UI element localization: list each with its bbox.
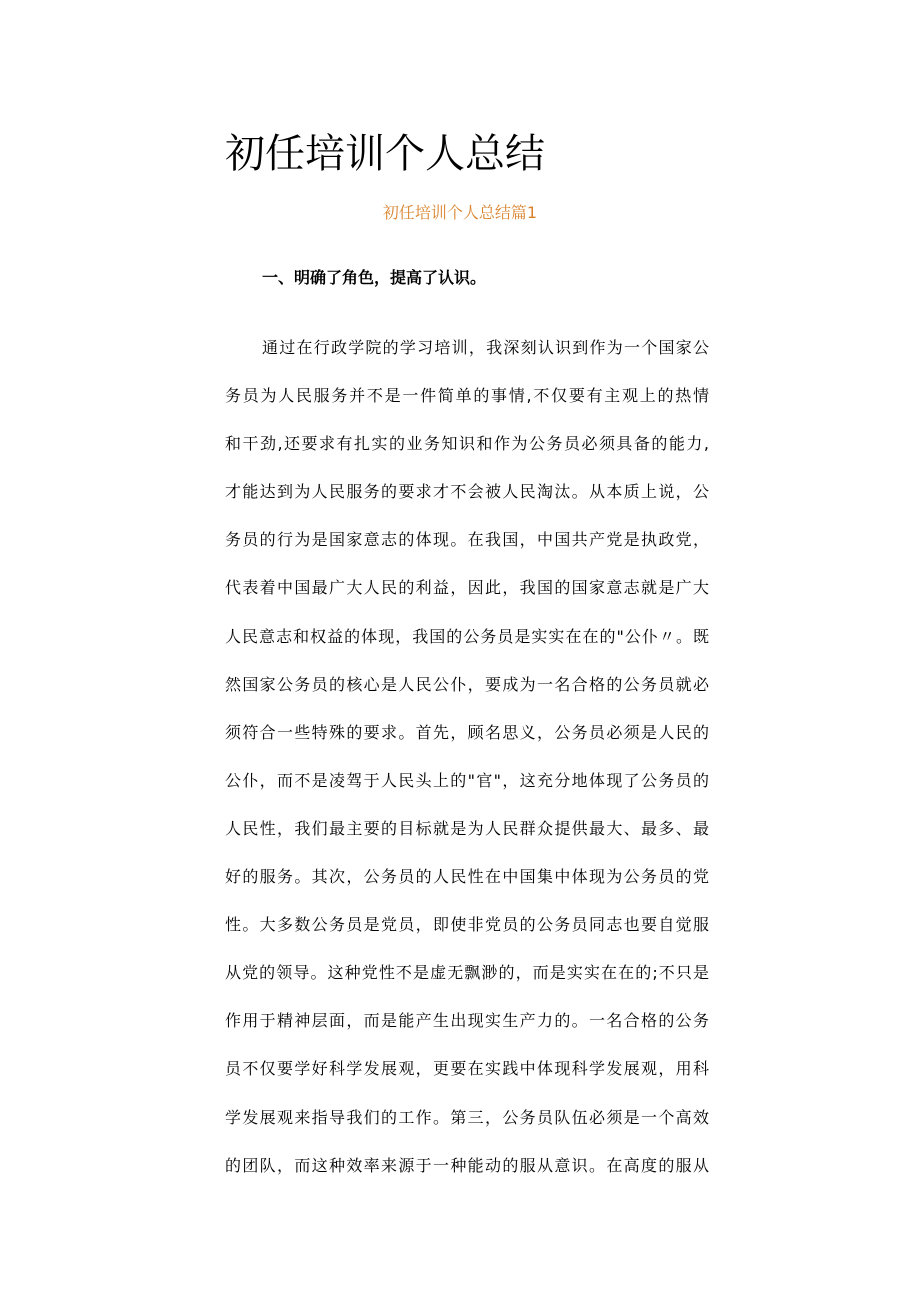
- paragraph-line: 人民意志和权益的体现，我国的公务员是实实在在的"公仆〃。既: [225, 626, 709, 646]
- paragraph-line: 公仆，而不是凌驾于人民头上的"官"，这充分地体现了公务员的: [225, 770, 709, 790]
- paragraph-line: 学发展观来指导我们的工作。第三，公务员队伍必须是一个高效: [225, 1107, 709, 1127]
- paragraph-line: 代表着中国最广大人民的利益，因此，我国的国家意志就是广大: [225, 578, 709, 598]
- body-paragraph: [225, 334, 709, 1200]
- paragraph-line: 务员的行为是国家意志的体现。在我国，中国共产党是执政党，: [225, 530, 709, 550]
- paragraph-line: 然国家公务员的核心是人民公仆，要成为一名合格的公务员就必: [225, 674, 709, 694]
- paragraph-line: 员不仅要学好科学发展观，更要在实践中体现科学发展观，用科: [225, 1059, 709, 1079]
- paragraph-line: 通过在行政学院的学习培训，我深刻认识到作为一个国家公: [262, 338, 709, 357]
- paragraph-line: 务员为人民服务并不是一件简单的事情,不仅要有主观上的热情: [225, 386, 709, 406]
- document-subtitle: 初任培训个人总结篇1: [382, 203, 538, 222]
- section-heading: 一、明确了角色，提高了认识。: [262, 268, 487, 287]
- paragraph-line: 和干劲,还要求有扎实的业务知识和作为公务员必须具备的能力,: [225, 434, 709, 454]
- paragraph-line: 的团队，而这种效率来源于一种能动的服从意识。在高度的服从: [225, 1155, 709, 1175]
- paragraph-line: 人民性，我们最主要的目标就是为人民群众提供最大、最多、最: [225, 818, 709, 838]
- paragraph-line: 作用于精神层面，而是能产生出现实生产力的。一名合格的公务: [225, 1011, 709, 1031]
- paragraph-line: 须符合一些特殊的要求。首先，顾名思义，公务员必须是人民的: [225, 722, 709, 742]
- document-title: 初任培训个人总结: [225, 131, 545, 177]
- paragraph-line: 好的服务。其次，公务员的人民性在中国集中体现为公务员的党: [225, 867, 709, 887]
- paragraph-line: 才能达到为人民服务的要求才不会被人民淘汰。从本质上说，公: [225, 482, 709, 502]
- paragraph-line: 从党的领导。这种党性不是虚无飘渺的，而是实实在在的;不只是: [225, 963, 709, 983]
- paragraph-line: 性。大多数公务员是党员，即使非党员的公务员同志也要自觉服: [225, 915, 709, 935]
